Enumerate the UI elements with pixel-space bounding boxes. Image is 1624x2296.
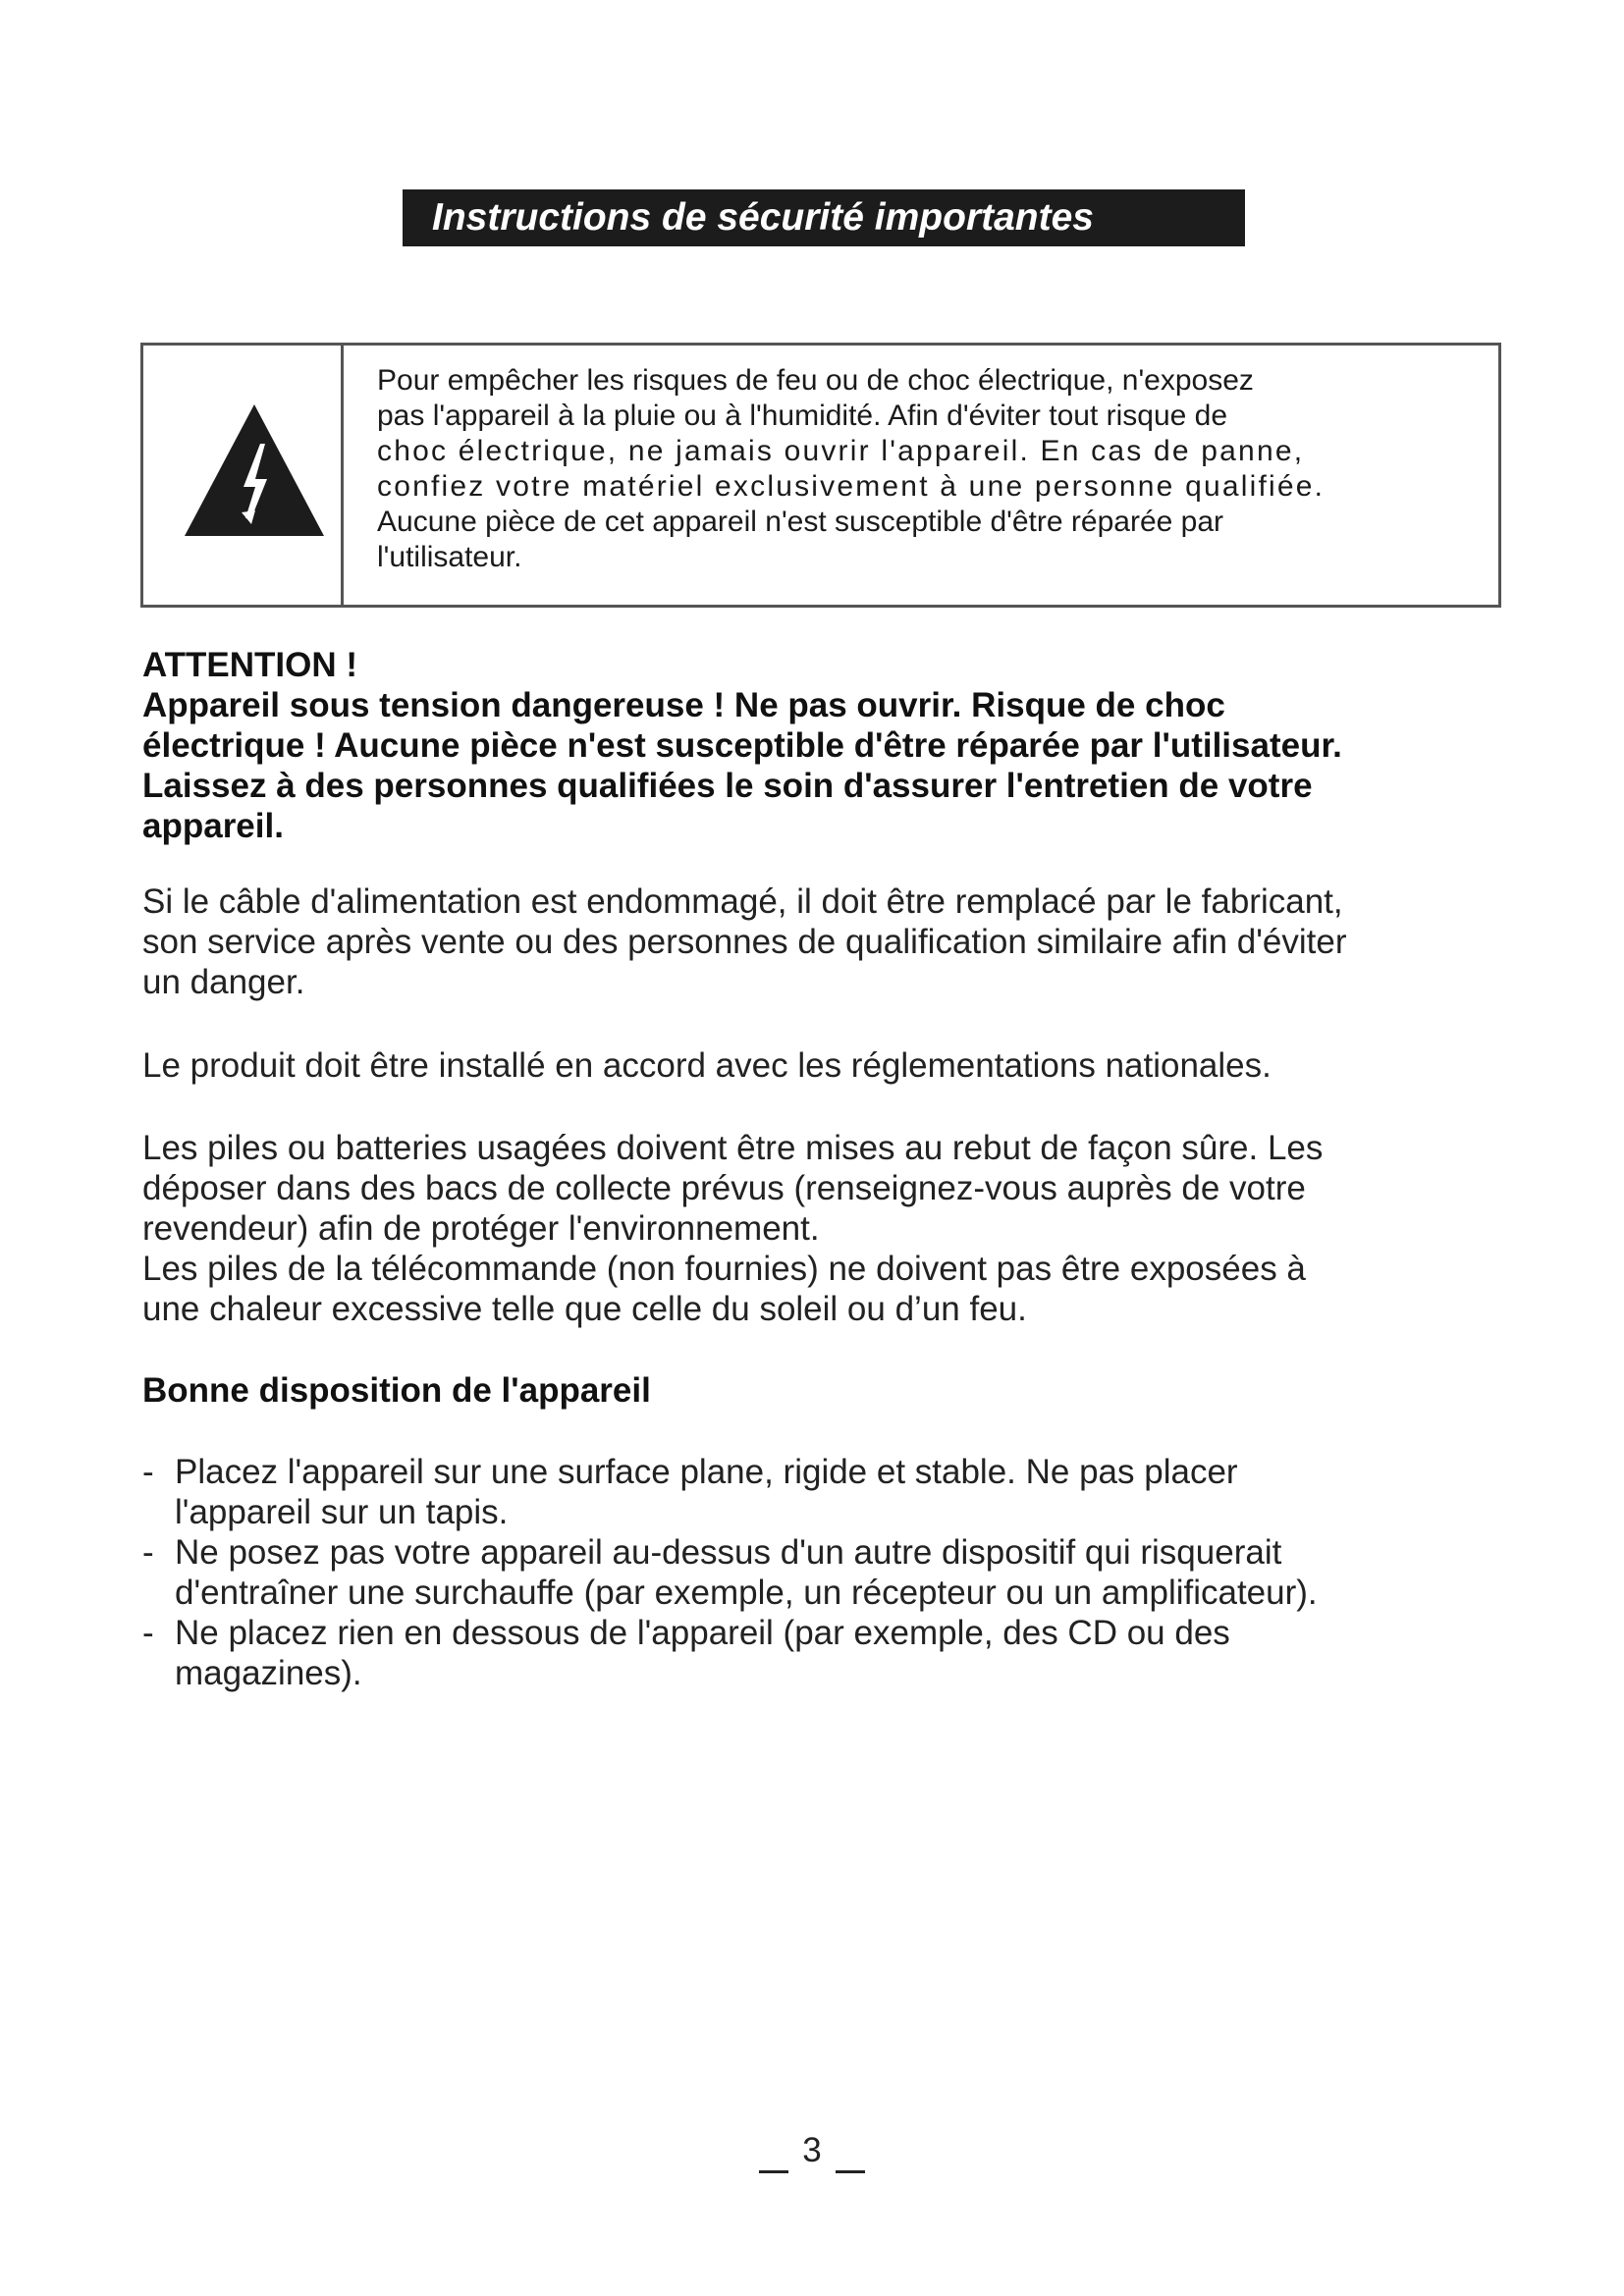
paragraph-line: son service après vente ou des personnes de qualification similaire afin d'éviter <box>142 923 1347 961</box>
list-item-line: Ne posez pas votre appareil au-dessus d'un autre dispositif qui risquerait <box>175 1533 1282 1572</box>
placement-list <box>142 1452 1419 1693</box>
attention-line: électrique ! Aucune pièce n'est susceptible d'être réparée par l'utilisateur. <box>142 726 1342 765</box>
page-number-value: 3 <box>802 2131 822 2169</box>
list-item <box>142 1613 1419 1693</box>
paragraph-line: un danger. <box>142 963 305 1001</box>
list-item-line: d'entraîner une surchauffe (par exemple, un récepteur ou un amplificateur). <box>175 1574 1318 1612</box>
list-item <box>142 1532 1419 1613</box>
list-item-line: magazines). <box>175 1654 362 1692</box>
safety-warning-box <box>140 343 1501 608</box>
attention-line: Appareil sous tension dangereuse ! Ne pas ouvrir. Risque de choc <box>142 686 1225 724</box>
electric-shock-warning-icon <box>183 402 326 538</box>
list-item-line: Ne placez rien en dessous de l'appareil (par exemple, des CD ou des <box>175 1614 1230 1652</box>
bullet-marker: - <box>142 1533 154 1572</box>
power-cable-paragraph <box>142 881 1419 1002</box>
attention-section <box>142 645 1419 846</box>
page-number-rule-right <box>836 2170 865 2173</box>
attention-heading: ATTENTION ! <box>142 646 358 684</box>
bullet-marker: - <box>142 1614 154 1652</box>
bullet-marker: - <box>142 1453 154 1491</box>
list-item-line: l'appareil sur un tapis. <box>175 1493 509 1531</box>
warning-line: Pour empêcher les risques de feu ou de choc électrique, n'exposez <box>377 364 1254 397</box>
installation-paragraph <box>142 1045 1419 1086</box>
page-number <box>0 2130 1624 2173</box>
list-item <box>142 1452 1419 1532</box>
attention-line: Laissez à des personnes qualifiées le soin d'assurer l'entretien de votre <box>142 767 1313 805</box>
warning-text <box>377 363 1477 575</box>
warning-line: confiez votre matériel exclusivement à une personne qualifiée. <box>377 470 1326 503</box>
paragraph-line: Le produit doit être installé en accord avec les réglementations nationales. <box>142 1046 1272 1085</box>
paragraph-line: une chaleur excessive telle que celle du soleil ou d’un feu. <box>142 1290 1027 1328</box>
paragraph-line: Si le câble d'alimentation est endommagé, il doit être remplacé par le fabricant, <box>142 882 1343 921</box>
warning-line: l'utilisateur. <box>377 541 522 573</box>
paragraph-line: Les piles de la télécommande (non fournies) ne doivent pas être exposées à <box>142 1250 1306 1288</box>
warning-line: pas l'appareil à la pluie ou à l'humidité. Afin d'éviter tout risque de <box>377 400 1228 432</box>
page-number-rule-left <box>759 2170 788 2173</box>
paragraph-line: revendeur) afin de protéger l'environnement. <box>142 1209 820 1248</box>
page-title: Instructions de sécurité importantes <box>403 189 1245 246</box>
warning-line: Aucune pièce de cet appareil n'est susceptible d'être réparée par <box>377 506 1224 538</box>
batteries-paragraph <box>142 1128 1419 1329</box>
attention-line: appareil. <box>142 807 284 845</box>
paragraph-line: déposer dans des bacs de collecte prévus (renseignez-vous auprès de votre <box>142 1169 1306 1207</box>
warning-icon-cell <box>143 346 344 605</box>
paragraph-line: Les piles ou batteries usagées doivent être mises au rebut de façon sûre. Les <box>142 1129 1324 1167</box>
placement-heading: Bonne disposition de l'appareil <box>142 1371 651 1410</box>
list-item-line: Placez l'appareil sur une surface plane, rigide et stable. Ne pas placer <box>175 1453 1238 1491</box>
warning-line: choc électrique, ne jamais ouvrir l'appareil. En cas de panne, <box>377 435 1305 467</box>
